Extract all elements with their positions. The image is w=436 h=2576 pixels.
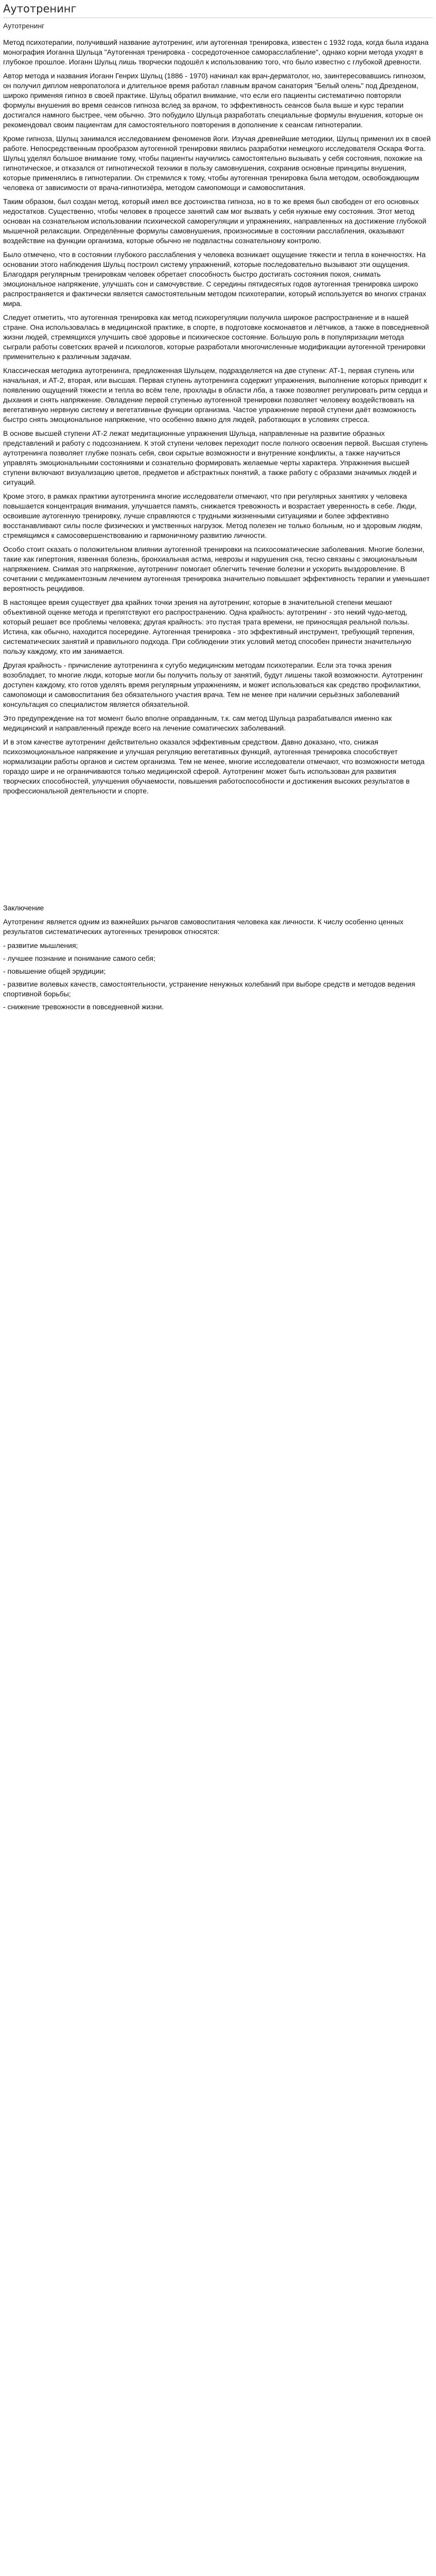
section-spacer [3,800,433,903]
paragraph: Автор метода и названия Иоганн Генрих Шульц (1886 - 1970) начинал как врач-дерматолог, но, заинтересовавшись гипнозом, он получил диплом невропатолога и длительное время работал главным врачом санатория "Белый олень" под Дрезденом, широко применяя гипноз в своей практике. Шульц обратил внимание, что если его пациенты систематично повторяли формулы внушения во время сеансов гипноза вслед за врачом, то эффективность сеансов была выше и курс терапии достигался намного быстрее, чем обычно. Это побудило Шульца разработать специальные формулы внушения, которые он рекомендовал своим пациентам для самостоятельного повторения в дополнение к сеансам гипнотерапии. [3,72,426,129]
paragraph: Кроме гипноза, Шульц занимался исследованием феноменов йоги. Изучая древнейшие методики, Шульц применил их в своей работе. Непосредственным прообразом аутогенной тренировки явились разработки немецкого исследователя Оскара Фогта. Шульц уделял большое внимание тому, чтобы пациенты научились самостоятельно вызывать у себя состояния, похожие на гипнотическое, и отказался от гипнотической техники в пользу самовнушения, сохранив основные принципы внушения, которые применялись в гипнотерапии. Он стремился к тому, чтобы аутогенная тренировка была методом, освобождающим человека от зависимости от врача-гипнотизёра, методом самопомощи и самовоспитания. [3,134,431,192]
page-title: Аутотренинг [3,3,77,15]
list-item: - снижение тревожности в повседневной жизни. [3,1003,164,1011]
list-item: - лучшее познание и понимание самого себя; [3,954,155,962]
paragraph: Кроме этого, в рамках практики аутотренинга многие исследователи отмечают, что при регулярных занятиях у человека повышается концентрация внимания, улучшается память, снижается тревожность и возрастает уверенность в себе. Люди, освоившие аутогенную тренировку, лучше справляются с трудными жизненными ситуациями и более эффективно восстанавливают силы после физических и умственных нагрузок. Метод полезен не только больным, но и здоровым людям, стремящимся к самосовершенствованию и гармоничному развитию личности. [3,492,423,539]
paragraph: Было отмечено, что в состоянии глубокого расслабления у человека возникает ощущение тяжести и тепла в конечностях. На основании этого наблюдения Шульц построил систему упражнений, которые последовательно вызывают эти ощущения. Благодаря регулярным тренировкам человек обретает способность быстро достигать состояния покоя, снимать эмоциональное напряжение, улучшать сон и самочувствие. С середины пятидесятых годов аутогенная тренировка широко распространяется и фактически является самостоятельным методом психотерапии, который используется во многих странах мира. [3,250,426,308]
conclusion-intro: Аутотренинг является одним из важнейших рычагов самовоспитания человека как личности. К числу особенно ценных результатов систематических аутогенных тренировок относятся: [3,918,404,936]
paragraph: В основе высшей ступени АТ-2 лежат медитационные упражнения Шульца, направленные на развитие образных представлений и работу с подсознанием. К этой ступени человек переходит после полного освоения первой. Высшая ступень аутотренинга позволяет глубже познать себя, свои скрытые возможности и внутренние конфликты, а также научиться управлять эмоциональными состояниями и сознательно формировать желаемые черты характера. Упражнения высшей ступени включают визуализацию цветов, предметов и абстрактных понятий, а также работу с образами значимых людей и ситуаций. [3,429,428,486]
paragraph: Метод психотерапии, получивший название аутотренинг, или аутогенная тренировка, известен с 1932 года, когда была издана монография Иоганна Шульца "Аутогенная тренировка - сосредоточенное самораcслабление", однако корни метода уходят в глубокое прошлое. Иоганн Шульц лишь творчески подошёл к использованию того, что было известно с глубокой древности. [3,38,429,66]
paragraph: Классическая методика аутотренинга, предложенная Шульцем, подразделяется на две ступени: АТ-1, первая ступень или начальная, и АТ-2, вторая, или высшая. Первая ступень аутотренинга содержит упражнения, выполнение которых приводит к появлению ощущений тяжести и тепла во всём теле, прохлады в области лба, а также позволяет регулировать ритм сердца и дыхания и снять напряжение. Овладение первой ступенью аутогенной тренировки позволяет человеку воздействовать на вегетативную нервную систему и вегетативные функции организма. Частое упражнение первой ступени даёт возможность быстро снять эмоциональное напряжение, что особенно важно для людей, работающих в условиях стресса. [3,366,428,423]
paragraph: Особо стоит сказать о положительном влиянии аутогенной тренировки на психосоматические заболевания. Многие болезни, такие как гипертония, язвенная болезнь, бронхиальная астма, неврозы и нарушения сна, тесно связаны с эмоциональным напряжением. Снимая это напряжение, аутотренинг помогает облегчить течение болезни и ускорить выздоровление. В сочетании с медикаментозным лечением аутогенная тренировка значительно повышает эффективность терапии и уменьшает вероятность рецидивов. [3,545,430,592]
document-page [0,2,436,2576]
list-item: - развитие волевых качеств, самостоятельности, устранение ненужных колебаний при выборе средств и методов ведения спортивной борьбы; [3,980,415,998]
conclusion-heading: Заключение [3,904,44,912]
list-item: - развитие мышления; [3,941,78,950]
paragraph: Таким образом, был создан метод, который имел все достоинства гипноза, но в то же время был свободен от его основных недостатков. Существенно, чтобы человек в процессе занятий сам мог вызвать у себя нужные ему состояния. Этот метод основан на сознательном использовании психической саморегуляции и упражнениях, направленных на достижение глубокой мышечной релаксации. Определённые формулы самовнушения, произносимые в состоянии расслабления, оказывают воздействие на функции организма, которые обычно не подвластны сознательному контролю. [3,197,427,245]
list-item: - повышение общей эрудиции; [3,967,106,975]
paragraph: И в этом качестве аутотренинг действительно оказался эффективным средством. Давно доказано, что, снижая психоэмоциональное напряжение и улучшая регуляцию вегетативных функций, аутогенная тренировка способствует нормализации работы органов и систем организма. Тем не менее, многие исследователи отмечают, что возможности метода гораздо шире и не ограничиваются только медицинской сферой. Аутотренинг может быть использован для развития творческих способностей, улучшения обучаемости, повышения работоспособности и достижения высоких результатов в профессиональной деятельности и спорте. [3,738,425,795]
paragraph: Следует отметить, что аутогенная тренировка как метод психорегуляции получила широкое распространение и в нашей стране. Она использовалась в медицинской практике, в спорте, в подготовке космонавтов и лётчиков, а также в повседневной жизни людей, стремящихся улучшить своё здоровье и психическое состояние. Большую роль в популяризации метода сыграли работы советских врачей и психологов, которые разработали многочисленные модификации аутогенной тренировки применительно к различным задачам. [3,313,429,361]
article-subtitle: Аутотренинг [3,22,45,30]
paragraph: Другая крайность - причисление аутотренинга к сугубо медицинским методам психотерапии. Если эта точка зрения возобладает, то многие люди, которые могли бы получить пользу от занятий, будут лишены такой возможности. Аутотренинг доступен каждому, кто готов уделять время регулярным упражнениям, и может использоваться как средство профилактики, самопомощи и самовоспитания без обязательного участия врача. Тем не менее при наличии серьёзных заболеваний консультация со специалистом является обязательной. [3,661,424,708]
article-body [3,38,433,1012]
conclusion-list [3,941,433,1012]
paragraph: Это предупреждение на тот момент было вполне оправданным, т.к. сам метод Шульца разрабатывался именно как медицинский и направленный прежде всего на лечение соматических заболеваний. [3,714,392,732]
paragraph: В настоящее время существует два крайних точки зрения на аутотренинг, которые в значительной степени мешают объективной оценке метода и препятствуют его распространению. Одна крайность: аутотренинг - это некий чудо-метод, который решает все проблемы человека; другая крайность: это пустая трата времени, не приносящая реальной пользы. Истина, как обычно, находится посередине. Аутогенная тренировка - это эффективный инструмент, требующий терпения, систематических занятий и правильного подхода. При соблюдении этих условий метод способен принести значительную пользу каждому, кто им занимается. [3,598,414,655]
